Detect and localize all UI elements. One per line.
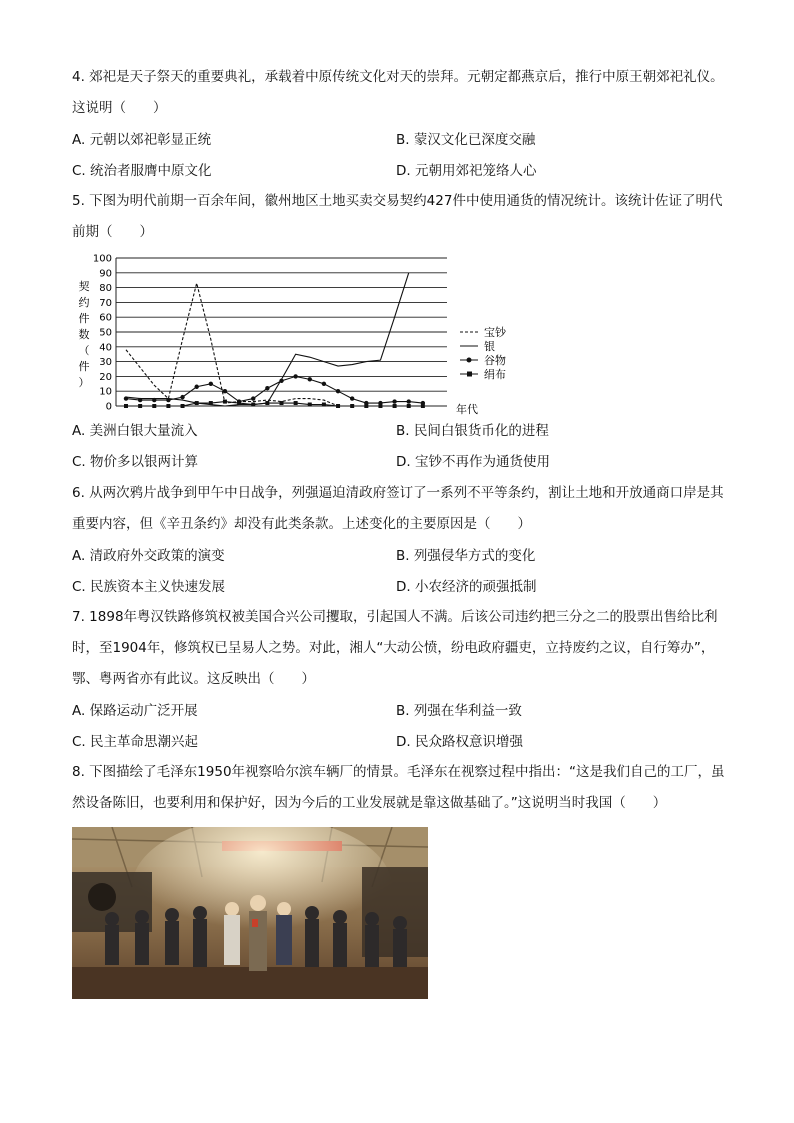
ylabel-char: （ xyxy=(78,344,90,357)
y-tick-label: 60 xyxy=(99,312,112,324)
series-line-3 xyxy=(126,402,423,406)
ylabel-char: 约 xyxy=(78,296,90,309)
q7-option-d[interactable]: D. 民众路权意识增强 xyxy=(396,734,523,750)
y-tick-label: 30 xyxy=(99,357,112,369)
q7-option-a[interactable]: A. 保路运动广泛开展 xyxy=(72,703,198,719)
legend-label: 宝钞 xyxy=(484,326,506,339)
y-tick-label: 10 xyxy=(99,386,112,398)
point-grain xyxy=(180,395,184,399)
q7-option-b[interactable]: B. 列强在华利益一致 xyxy=(396,703,522,719)
legend-label: 谷物 xyxy=(484,354,506,367)
point-grain xyxy=(407,399,411,403)
point-silk xyxy=(378,404,382,408)
q6-option-b[interactable]: B. 列强侵华方式的变化 xyxy=(396,548,536,564)
point-silk xyxy=(152,404,156,408)
factory-inspection-painting xyxy=(72,827,428,999)
point-grain xyxy=(322,382,326,386)
point-grain xyxy=(209,382,213,386)
point-silk xyxy=(308,403,312,407)
currency-usage-chart xyxy=(72,250,532,420)
series-line-0 xyxy=(126,283,338,406)
point-silk xyxy=(223,400,227,404)
point-grain xyxy=(336,389,340,393)
point-grain xyxy=(265,386,269,390)
point-silk xyxy=(322,403,326,407)
legend-label: 银 xyxy=(484,340,495,353)
y-tick-label: 80 xyxy=(99,283,112,295)
q5-option-a[interactable]: A. 美洲白银大量流入 xyxy=(72,423,198,439)
point-silk xyxy=(294,401,298,405)
ylabel-char: 件 xyxy=(78,312,90,325)
q7-option-c[interactable]: C. 民主革命思潮兴起 xyxy=(72,734,199,750)
q4-option-b[interactable]: B. 蒙汉文化已深度交融 xyxy=(396,132,536,148)
point-silk xyxy=(124,404,128,408)
point-silk xyxy=(280,401,284,405)
point-silk xyxy=(265,401,269,405)
q4-option-c[interactable]: C. 统治者服膺中原文化 xyxy=(72,163,212,179)
q6-option-a[interactable]: A. 清政府外交政策的演变 xyxy=(72,548,225,564)
question-7-stem: 7. 1898年粤汉铁路修筑权被美国合兴公司攫取，引起国人不满。后该公司违约把三分之二的股票出售给比利时，至1904年，修筑权已呈易人之势。对此，湘人“大动公愤，纷电政府疆吏，立持废约之议，自行筹办”，鄂、粤两省亦有此议。这反映出（ ） xyxy=(72,609,718,687)
point-silk xyxy=(181,404,185,408)
point-silk xyxy=(166,404,170,408)
point-grain xyxy=(350,396,354,400)
point-silk xyxy=(209,401,213,405)
q5-option-d[interactable]: D. 宝钞不再作为通货使用 xyxy=(396,454,550,470)
point-silk xyxy=(237,401,241,405)
point-silk xyxy=(421,404,425,408)
point-silk xyxy=(350,404,354,408)
point-silk xyxy=(251,403,255,407)
legend-label: 绢布 xyxy=(484,368,506,381)
y-tick-label: 0 xyxy=(105,401,112,413)
q5-option-b[interactable]: B. 民间白银货币化的进程 xyxy=(396,423,549,439)
series-line-1 xyxy=(126,273,409,406)
point-grain xyxy=(392,399,396,403)
ylabel-char: 契 xyxy=(78,280,90,293)
legend-marker xyxy=(467,358,472,363)
ylabel-char: ） xyxy=(78,376,90,389)
point-grain xyxy=(293,374,297,378)
y-tick-label: 40 xyxy=(99,342,112,354)
point-silk xyxy=(364,404,368,408)
q5-option-c[interactable]: C. 物价多以银两计算 xyxy=(72,454,199,470)
chart-ylabel xyxy=(79,279,90,389)
y-tick-label: 100 xyxy=(92,253,112,265)
q4-option-d[interactable]: D. 元朝用郊祀笼络人心 xyxy=(396,163,537,179)
q6-option-d[interactable]: D. 小农经济的顽强抵制 xyxy=(396,579,537,595)
y-tick-label: 50 xyxy=(99,327,112,339)
y-tick-label: 70 xyxy=(99,297,112,309)
point-grain xyxy=(308,377,312,381)
q4-option-a[interactable]: A. 元朝以郊祀彰显正统 xyxy=(72,132,212,148)
point-silk xyxy=(195,401,199,405)
ylabel-char: 件 xyxy=(78,360,90,373)
legend-marker xyxy=(467,372,472,377)
point-silk xyxy=(393,404,397,408)
chart-xlabel: 年代 xyxy=(456,403,478,416)
point-grain xyxy=(279,379,283,383)
point-silk xyxy=(138,404,142,408)
point-grain xyxy=(166,398,170,402)
point-grain xyxy=(251,396,255,400)
point-grain xyxy=(194,385,198,389)
point-grain xyxy=(223,389,227,393)
point-grain xyxy=(124,396,128,400)
question-4-stem: 4. 郊祀是天子祭天的重要典礼，承载着中原传统文化对天的崇拜。元朝定都燕京后，推行中原王朝郊祀礼仪。这说明（ ） xyxy=(72,69,724,116)
point-silk xyxy=(336,404,340,408)
question-8-stem: 8. 下图描绘了毛泽东1950年视察哈尔滨车辆厂的情景。毛泽东在视察过程中指出：“这是我们自己的工厂，虽然设备陈旧，也要利用和保护好，因为今后的工业发展就是靠这做基础了。”这说明当时我国（ ） xyxy=(72,764,725,811)
question-6-stem: 6. 从两次鸦片战争到甲午中日战争，列强逼迫清政府签订了一系列不平等条约，割让土地和开放通商口岸是其重要内容，但《辛丑条约》却没有此类条款。上述变化的主要原因是（ ） xyxy=(72,485,724,532)
point-silk xyxy=(407,404,411,408)
y-tick-label: 20 xyxy=(99,371,112,383)
point-grain xyxy=(138,398,142,402)
y-tick-label: 90 xyxy=(99,268,112,280)
q6-option-c[interactable]: C. 民族资本主义快速发展 xyxy=(72,579,226,595)
point-grain xyxy=(152,398,156,402)
ylabel-char: 数 xyxy=(78,328,90,341)
question-5-stem: 5. 下图为明代前期一百余年间，徽州地区土地买卖交易契约427件中使用通货的情况统计。该统计佐证了明代前期（ ） xyxy=(72,193,723,240)
